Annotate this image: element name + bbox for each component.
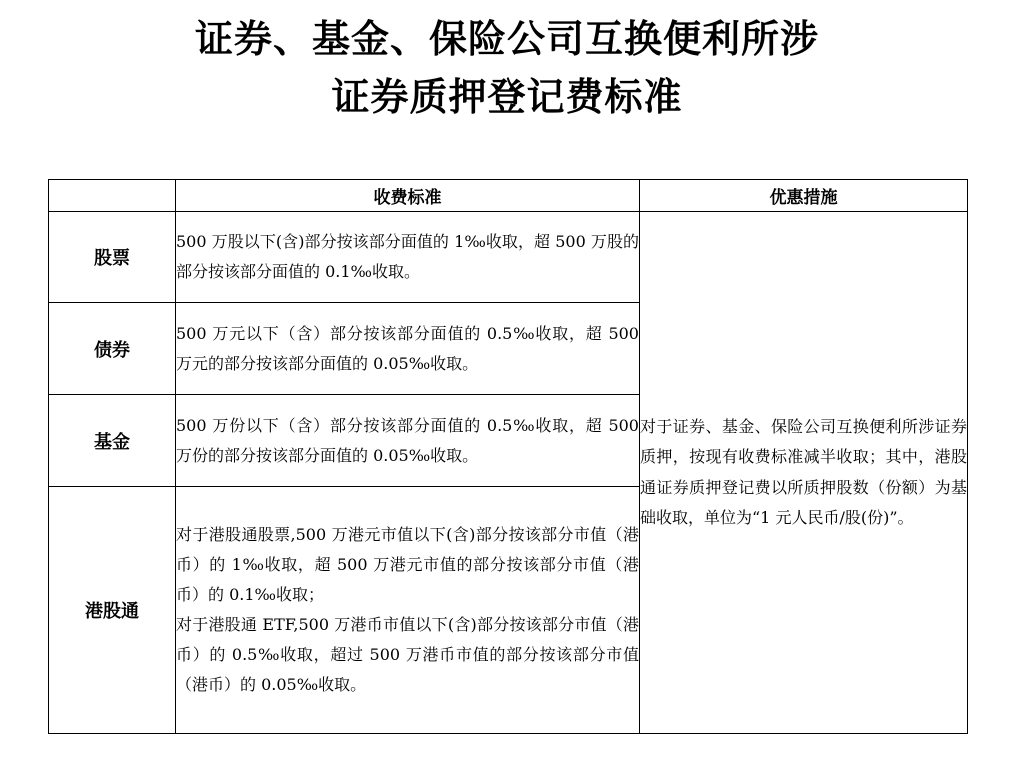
title-line-1: 证券、基金、保险公司互换便利所涉 (194, 17, 819, 61)
standard-stock (176, 212, 640, 303)
category-fund: 基金 (49, 395, 176, 487)
discount-measures-cell: 对于证券、基金、保险公司互换便利所涉证券质押，按现有收费标准减半收取；其中，港股通证券质押登记费以所质押股数（份额）为基础收取，单位为“1 元人民币/股(份)”。 (640, 212, 968, 734)
fee-standard-table (48, 179, 968, 734)
standard-text: 500 万股以下(含)部分按该部分面值的 1‰收取，超 500 万股的部分按该部分面值的 0.1‰收取。 (176, 232, 639, 281)
standard-text-stocks: 对于港股通股票,500 万港元市值以下(含)部分按该部分市值（港币）的 1‰收取，超 500 万港元市值的部分按该部分市值（港币）的 0.1‰收取； (176, 525, 639, 604)
category-bond: 债券 (49, 303, 176, 395)
table-row (49, 212, 968, 303)
standard-text: 500 万份以下（含）部分按该部分面值的 0.5‰收取，超 500 万份的部分按该部分面值的 0.05‰收取。 (176, 415, 639, 465)
header-blank (49, 180, 176, 212)
standard-bond (176, 303, 640, 395)
standard-hk-connect (176, 487, 640, 734)
header-fee-standard: 收费标准 (176, 180, 640, 212)
header-discount-measures: 优惠措施 (640, 180, 968, 212)
standard-text-etf: 对于港股通 ETF,500 万港币市值以下(含)部分按该部分市值（港币）的 0.5‰收取，超过 500 万港币市值的部分按该部分市值（港币）的 0.05‰收取。 (176, 615, 639, 694)
standard-fund (176, 395, 640, 487)
standard-text: 500 万元以下（含）部分按该部分面值的 0.5‰收取，超 500 万元的部分按该部分面值的 0.05‰收取。 (176, 323, 639, 373)
category-stock: 股票 (49, 212, 176, 303)
category-hk-connect: 港股通 (49, 487, 176, 734)
table-header-row (49, 180, 968, 212)
title-line-2: 证券质押登记费标准 (331, 75, 683, 119)
